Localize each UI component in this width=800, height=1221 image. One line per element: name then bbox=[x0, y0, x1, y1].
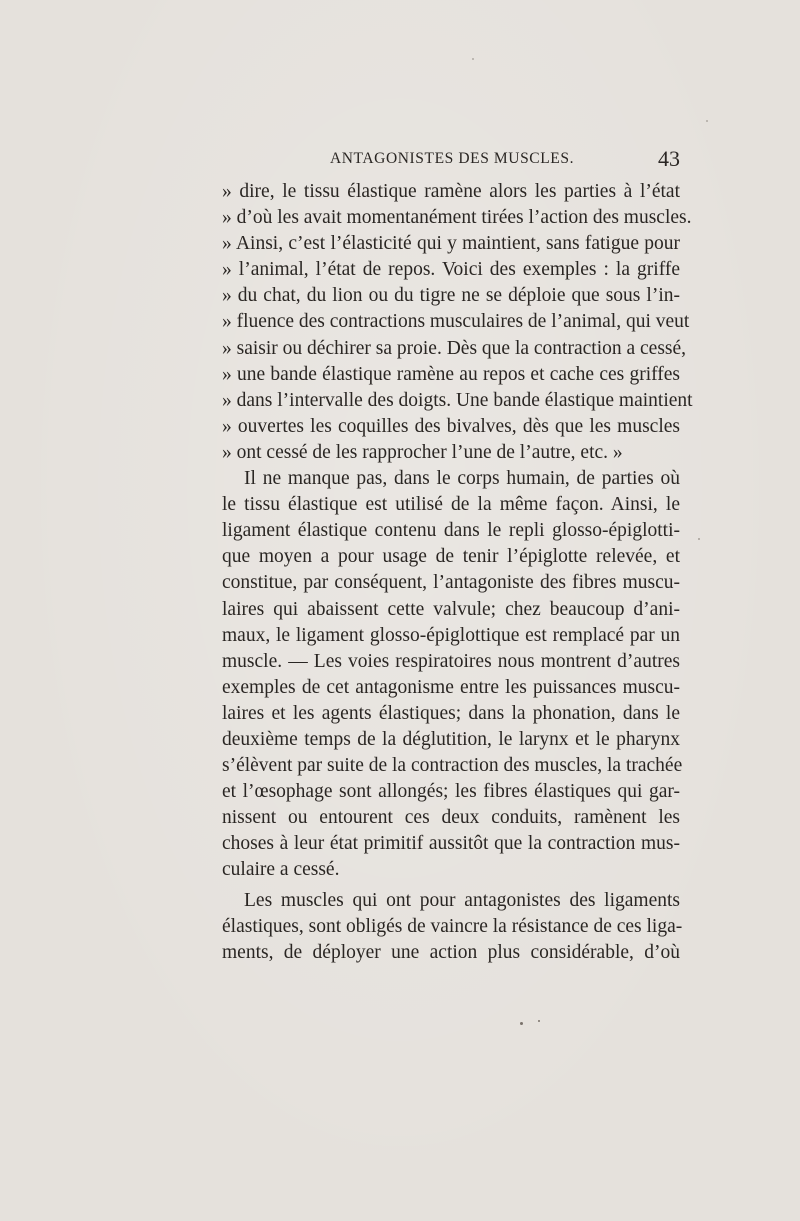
text-line: » fluence des contractions musculaires de l’animal, qui veut bbox=[222, 311, 690, 333]
text-line: laires et les agents élastiques; dans la phonation, dans le bbox=[222, 702, 680, 724]
text-line: » dire, le tissu élastique ramène alors les parties à l’état bbox=[222, 181, 680, 202]
text-line: et l’œsophage sont allongés; les fibres élastiques qui gar- bbox=[222, 781, 680, 803]
text-line: constitue, par conséquent, l’antagoniste des fibres muscu- bbox=[222, 572, 680, 594]
text-line: » saisir ou déchirer sa proie. Dès que la contraction a cessé, bbox=[222, 337, 687, 359]
text-line: deuxième temps de la déglutition, le larynx et le pharynx bbox=[222, 728, 680, 750]
text-line: ments, de déployer une action plus considérable, d’où bbox=[222, 941, 680, 963]
text-line: que moyen a pour usage de tenir l’épiglotte relevée, et bbox=[222, 546, 680, 568]
page-number: 43 bbox=[658, 146, 680, 171]
paper-speck bbox=[698, 538, 700, 540]
page-header bbox=[224, 146, 680, 172]
text-line: muscle. — Les voies respiratoires nous montrent d’autres bbox=[222, 650, 680, 672]
text-line: ligament élastique contenu dans le repli glosso-épiglotti- bbox=[222, 520, 680, 542]
text-line: maux, le ligament glosso-épiglottique est remplacé par un bbox=[222, 624, 680, 646]
text-line: » du chat, du lion ou du tigre ne se déploie que sous l’in- bbox=[222, 285, 680, 307]
text-line: Les muscles qui ont pour antagonistes des ligaments bbox=[244, 889, 680, 911]
paper-speck bbox=[706, 120, 708, 122]
text-line: » d’où les avait momentanément tirées l’action des muscles. bbox=[222, 207, 692, 229]
text-line: » Ainsi, c’est l’élasticité qui y maintient, sans fatigue pour bbox=[222, 233, 680, 255]
text-line: » l’animal, l’état de repos. Voici des exemples : la griffe bbox=[222, 259, 680, 281]
text-line: laires qui abaissent cette valvule; chez beaucoup d’ani- bbox=[222, 598, 680, 620]
text-line: culaire a cessé. bbox=[222, 859, 340, 881]
text-line: le tissu élastique est utilisé de la même façon. Ainsi, le bbox=[222, 494, 680, 516]
text-line: choses à leur état primitif aussitôt que la contraction mus- bbox=[222, 833, 680, 855]
text-line: nissent ou entourent ces deux conduits, ramènent les bbox=[222, 807, 680, 829]
text-line: s’élèvent par suite de la contraction des muscles, la trachée bbox=[222, 755, 683, 777]
paper-speck bbox=[472, 58, 474, 60]
text-line: » ouvertes les coquilles des bivalves, dès que les muscles bbox=[222, 415, 680, 437]
body-text bbox=[222, 179, 693, 966]
text-line: » ont cessé de les rapprocher l’une de l’autre, etc. » bbox=[222, 441, 623, 463]
text-line: Il ne manque pas, dans le corps humain, de parties où bbox=[244, 468, 680, 490]
running-title: ANTAGONISTES DES MUSCLES. bbox=[329, 150, 575, 167]
text-line: exemples de cet antagonisme entre les puissances muscu- bbox=[222, 676, 680, 698]
paper-speck bbox=[538, 1020, 540, 1022]
text-line: » dans l’intervalle des doigts. Une bande élastique maintient bbox=[222, 389, 693, 411]
text-line: élastiques, sont obligés de vaincre la résistance de ces liga- bbox=[222, 915, 683, 937]
paper-speck bbox=[520, 1022, 523, 1025]
text-line: » une bande élastique ramène au repos et cache ces griffes bbox=[222, 363, 680, 385]
